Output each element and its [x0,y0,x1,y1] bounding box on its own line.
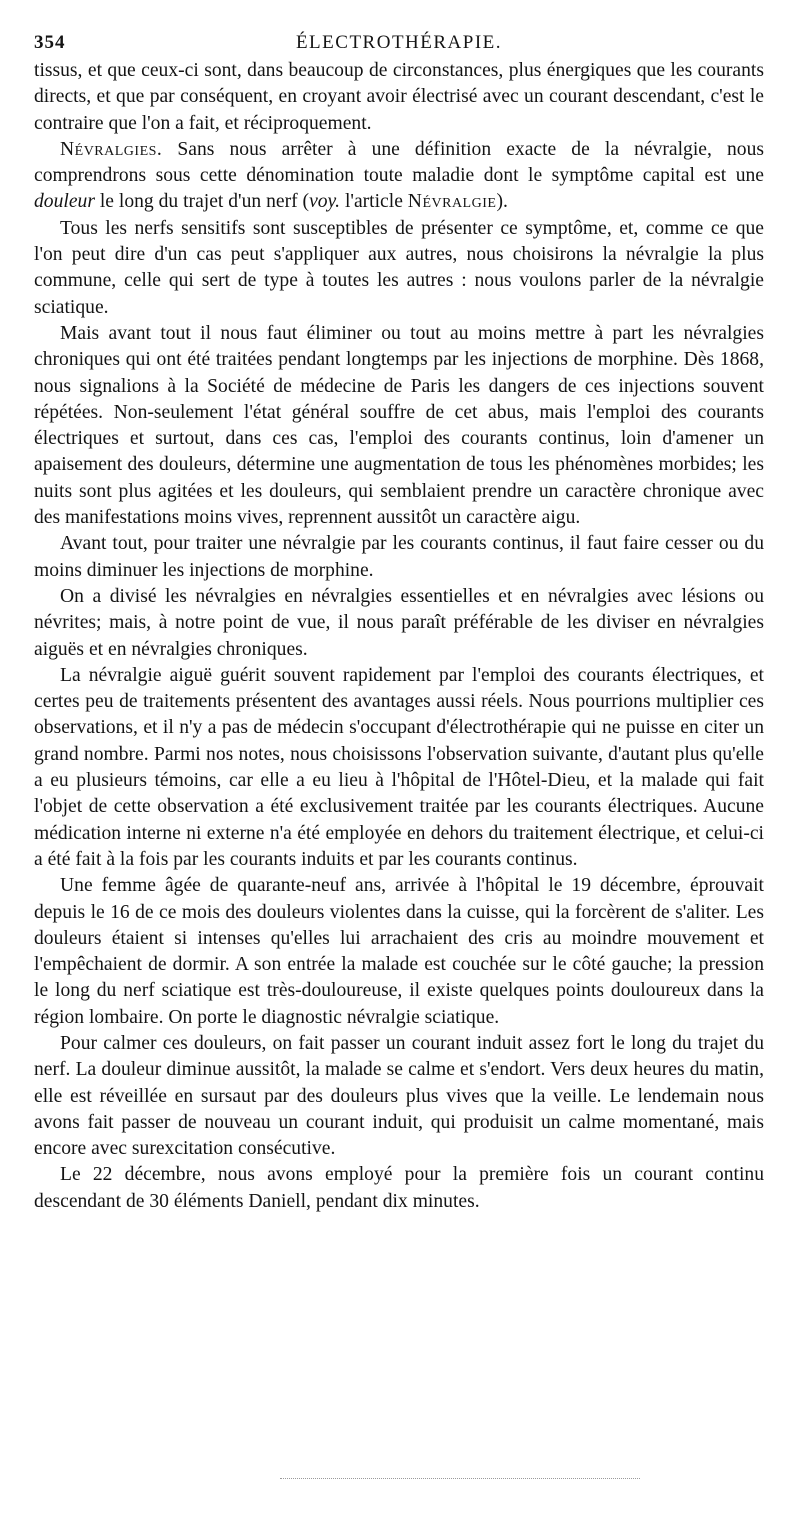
paragraph-2-text-b: le long du trajet d'un nerf ( [94,191,310,213]
paragraph-4: Mais avant tout il nous faut éliminer ou tout au moins mettre à part les névralgies chroniques qui ont été traitées pendant longtemps par les injections de morphine. Dès 1868, nous signalions à la Société de médecine de Paris les dangers de ces injections souvent répétées. Non-seulement l'état général souffre de cet abus, mais l'emploi des courants électriques et surtout, dans ces cas, l'emploi des courants continus, loin d'amener un apaisement des douleurs, détermine une augmentation de tous les phénomènes morbides; les nuits sont plus agitées et les douleurs, qui semblaient prendre un caractère chronique avec des manifestations moins vives, reprennent aussitôt un caractère aigu. [34,322,764,529]
page-header [34,28,764,58]
page-number: 354 [34,32,66,53]
paragraph-2-text-c: l'article [340,191,408,213]
paragraph-5: Avant tout, pour traiter une névralgie par les courants continus, il faut faire cesser ou du moins diminuer les injections de morphine. [34,533,764,581]
paragraph-2-text-d: ). [496,191,508,213]
paragraph-1: tissus, et que ceux-ci sont, dans beaucoup de circonstances, plus énergiques que les courants directs, et que par conséquent, en croyant avoir électrisé avec un courant descendant, c'est le contraire que l'on a fait, et réciproquement. [34,60,764,134]
paragraph-9: Pour calmer ces douleurs, on fait passer un courant induit assez fort le long du trajet du nerf. La douleur diminue aussitôt, la malade se calme et s'endort. Vers deux heures du matin, elle est réveillée en sursaut par des douleurs plus vives que la veille. Le lendemain nous avons fait passer de nouveau un courant induit, qui produisit un calme momentané, mais encore avec surexcitation consécutive. [34,1032,764,1160]
body-text [34,58,764,1215]
paragraph-10: Le 22 décembre, nous avons employé pour la première fois un courant continu descendant de 30 éléments Daniell, pendant dix minutes. [34,1164,764,1212]
paragraph-3: Tous les nerfs sensitifs sont susceptibles de présenter ce symptôme, et, comme ce que l'on peut dire d'un cas peut s'appliquer aux autres, nous choisirons la névralgie la plus commune, celle qui sert de type à toutes les autres : nous voulons parler de la névralgie sciatique. [34,217,764,318]
paragraph-6: On a divisé les névralgies en névralgies essentielles et en névralgies avec lésions ou névrites; mais, à notre point de vue, il nous paraît préférable de les diviser en névralgies aiguës et en névralgies chroniques. [34,585,764,660]
cross-reference-nevralgie: Névralgie [407,191,497,213]
book-page [34,28,764,1215]
paragraph-7: La névralgie aiguë guérit souvent rapidement par l'emploi des courants électriques, et certes peu de traitements présentent des avantages aussi réels. Nous pourrions multiplier ces observations, et il n'y a pas de médecin s'occupant d'électrothérapie qui ne puisse en citer un grand nombre. Parmi nos notes, nous choisissons l'observation suivante, d'autant plus qu'elle a eu plusieurs témoins, car elle a eu lieu à l'hôpital de l'Hôtel-Dieu, et la malade qui fait l'objet de cette observation a été exclusivement traitée par les courants électriques. Aucune médication interne ni externe n'a été employée en dehors du traitement électrique, et celui-ci a été fait à la fois par les courants induits et par les courants continus. [34,664,764,870]
abbrev-voy: voy. [309,191,341,213]
running-title: ÉLECTROTHÉRAPIE. [295,32,503,53]
paragraph-2-text-a: Sans nous arrêter à une définition exacte de la névralgie, nous comprendrons sous cette dénomination toute maladie dont le symptôme capital est une [34,138,764,187]
section-heading-nevralgies: Névralgies. [60,138,163,160]
paragraph-2 [34,137,764,216]
footer-print-marks [280,1474,640,1479]
paragraph-8: Une femme âgée de quarante-neuf ans, arrivée à l'hôpital le 19 décembre, éprouvait depuis le 16 de ce mois des douleurs violentes dans la cuisse, qui la forcèrent de s'aliter. Les douleurs étaient si intenses qu'elles lui arrachaient des cris au moindre mouvement et l'empêchaient de dormir. A son entrée la malade est couchée sur le côté gauche; la pression le long du nerf sciatique est très-douloureuse, il existe quelques points douloureux dans la région lombaire. On porte le diagnostic névralgie sciatique. [34,875,764,1028]
emphasis-douleur: douleur [34,191,95,213]
